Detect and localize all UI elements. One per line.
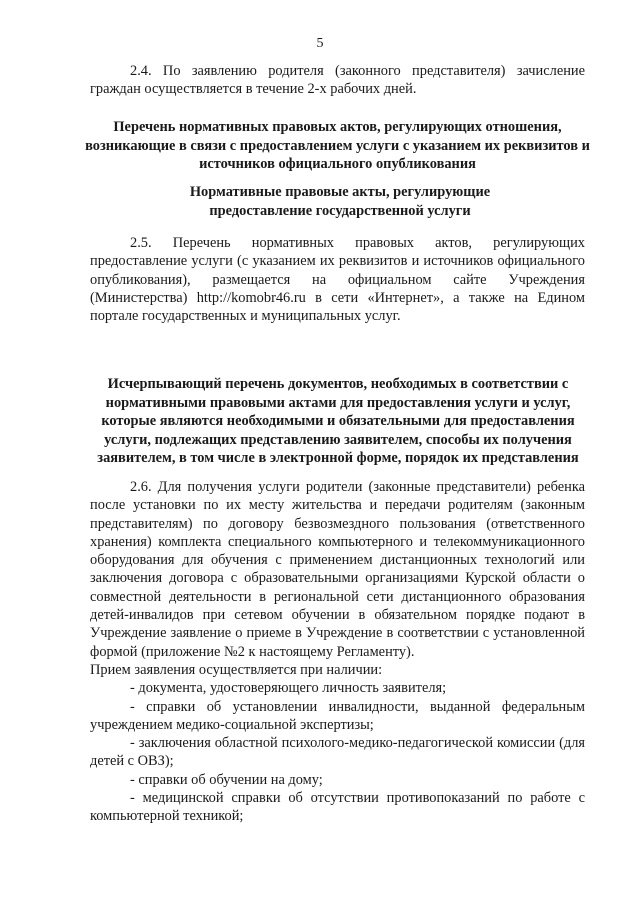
paragraph-2-5 xyxy=(90,234,585,325)
paragraph-2-4 xyxy=(90,62,585,99)
paragraph-2-6-text: 2.6. Для получения услуги родители (законные представители) ребенка после установки по их месту жительства и передачи родителям (законным представителям) по договору безвозмездного пользования (ответственного хранения) комплекта специального компьютерного и телекоммуникационного оборудования для обучения с применением дистанционных технологий или заключения договора с образовательными организациями Курской области о совместной деятельности в региональной сети дистанционного образования детей-инвалидов при сетевом обучении в обязательном порядке подают в Учреждение заявление о приеме в Учреждение в соответствии с установленной формой (приложение №2 к настоящему Регламенту). xyxy=(90,479,585,660)
page-number: 5 xyxy=(316,36,324,51)
paragraph-2-6 xyxy=(90,478,585,826)
list-item: - заключения областной психолого-медико-педагогической комиссии (для детей с ОВЗ); xyxy=(90,735,585,770)
list-item: - справки об обучении на дому; xyxy=(130,771,323,788)
paragraph-2-4-text: 2.4. По заявлению родителя (законного представителя) зачисление граждан осуществляется в течение 2-х рабочих дней. xyxy=(90,63,585,98)
list-intro: Прием заявления осуществляется при наличии: xyxy=(90,661,383,678)
paragraph-2-5-text: 2.5. Перечень нормативных правовых актов, регулирующих предоставление услуги (с указанием их реквизитов и источников официального опубликования), размещается на официальном сайте Учреждения (Министерства) http://komobr46.ru в сети «Интернет», а также на Едином портале государственных и муниципальных услуг. xyxy=(90,235,585,325)
list-item: - документа, удостоверяющего личность заявителя; xyxy=(130,680,447,697)
list-item: - медицинской справки об отсутствии противопоказаний по работе с компьютерной техникой; xyxy=(90,790,585,825)
list-item: - справки об установлении инвалидности, выданной федеральным учреждением медико-социальной экспертизы; xyxy=(90,698,585,733)
heading-documents-list: Исчерпывающий перечень документов, необходимых в соответствии с нормативными правовыми актами для предоставления услуги и услуг, которые являются необходимыми и обязательными для предоставления услуги, подлежащих представлению заявителем, способы их получения заявителем, в том числе в электронной форме, порядок их представления xyxy=(97,376,579,466)
heading-normative-acts: Нормативные правовые акты, регулирующие предоставление государственной услуги xyxy=(189,184,491,219)
heading-legal-acts-list: Перечень нормативных правовых актов, регулирующих отношения, возникающие в связи с предоставлением услуги с указанием их реквизитов и источников официального опубликования xyxy=(85,119,590,172)
